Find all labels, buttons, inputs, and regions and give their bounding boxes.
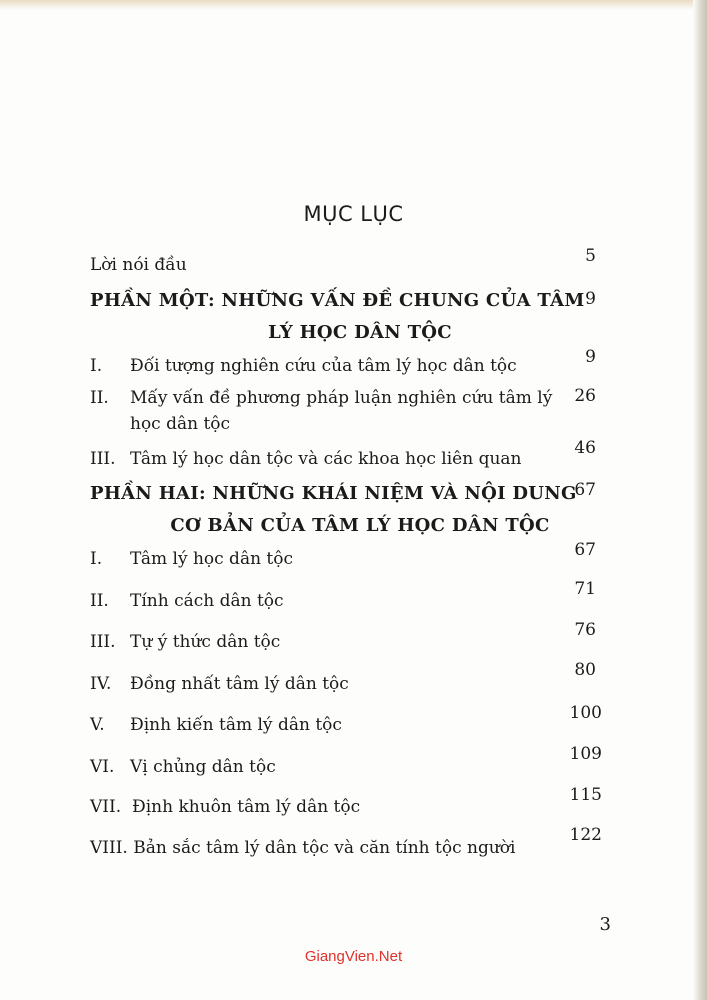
toc-page-number: 100 bbox=[569, 703, 602, 723]
toc-entry-continuation bbox=[130, 412, 650, 436]
toc-entry-number: II. bbox=[90, 388, 109, 408]
toc-entry bbox=[90, 672, 610, 696]
toc-entry-label: Mấy vấn đề phương pháp luận nghiên cứu tâm lý bbox=[130, 388, 553, 408]
toc-page-number: 5 bbox=[585, 246, 596, 266]
toc-entry-number: VIII. bbox=[90, 838, 128, 858]
toc-entry-number: V. bbox=[90, 715, 105, 735]
toc-page-number: 9 bbox=[585, 289, 596, 309]
toc-entry bbox=[90, 755, 610, 779]
toc-entry-label: Tâm lý học dân tộc bbox=[130, 549, 294, 569]
toc-entry bbox=[90, 547, 610, 571]
toc-entry-label: Tâm lý học dân tộc và các khoa học liên quan bbox=[130, 449, 522, 469]
page-edge-top bbox=[0, 0, 707, 10]
toc-entry-number: IV. bbox=[90, 674, 112, 694]
toc-entry-number: III. bbox=[90, 449, 116, 469]
toc-entry-label: Bản sắc tâm lý dân tộc và căn tính tộc người bbox=[133, 838, 516, 858]
toc-entry-label: Định kiến tâm lý dân tộc bbox=[130, 715, 342, 735]
toc-page-number: 46 bbox=[574, 438, 596, 458]
toc-entry-number: VI. bbox=[90, 757, 115, 777]
toc-page-number: 67 bbox=[574, 480, 596, 500]
toc-entry-label: Lời nói đầu bbox=[90, 255, 187, 275]
toc-entry bbox=[90, 354, 610, 378]
toc-page-number: 109 bbox=[569, 744, 602, 764]
toc-page-number: 122 bbox=[569, 825, 602, 845]
toc-entry-label: Tính cách dân tộc bbox=[130, 591, 284, 611]
toc-page-number: 115 bbox=[569, 785, 602, 805]
toc-entry bbox=[90, 795, 610, 819]
toc-page-number: 76 bbox=[574, 620, 596, 640]
toc-part-line2: CƠ BẢN CỦA TÂM LÝ HỌC DÂN TỘC bbox=[170, 515, 550, 536]
toc-entry-number: I. bbox=[90, 356, 103, 376]
toc-page-number: 67 bbox=[574, 540, 596, 560]
toc-entry bbox=[90, 589, 610, 613]
toc-entry-preface bbox=[90, 253, 610, 277]
toc-part-line2: LÝ HỌC DÂN TỘC bbox=[268, 322, 452, 343]
toc-part-one bbox=[90, 285, 585, 349]
toc-page-number: 80 bbox=[574, 660, 596, 680]
toc-entry-number: II. bbox=[90, 591, 109, 611]
toc-page-number: 71 bbox=[574, 579, 596, 599]
toc-entry-number: VII. bbox=[90, 797, 122, 817]
toc-entry bbox=[90, 630, 610, 654]
toc-entry bbox=[90, 386, 610, 410]
toc-part-two bbox=[90, 478, 577, 542]
toc-entry bbox=[90, 836, 610, 860]
watermark: GiangVien.Net bbox=[304, 948, 403, 965]
toc-page-number: 26 bbox=[574, 386, 596, 406]
toc-entry-label: Đồng nhất tâm lý dân tộc bbox=[130, 674, 349, 694]
page-edge-right bbox=[693, 0, 707, 1000]
toc-entry-label: Đối tượng nghiên cứu của tâm lý học dân tộc bbox=[130, 356, 517, 376]
toc-entry bbox=[90, 713, 610, 737]
toc-entry-number: I. bbox=[90, 549, 103, 569]
toc-entry bbox=[90, 447, 610, 471]
toc-entry-label: Định khuôn tâm lý dân tộc bbox=[132, 797, 361, 817]
page-number: 3 bbox=[599, 914, 611, 935]
toc-part-line1: PHẦN MỘT: NHỮNG VẤN ĐỀ CHUNG CỦA TÂM bbox=[90, 290, 585, 311]
toc-entry-label: học dân tộc bbox=[130, 414, 231, 434]
toc-entry-label: Tự ý thức dân tộc bbox=[130, 632, 281, 652]
toc-entry-label: Vị chủng dân tộc bbox=[130, 757, 276, 777]
page-title: MỤC LỤC bbox=[303, 202, 404, 226]
toc-page-number: 9 bbox=[585, 347, 596, 367]
toc-part-line1: PHẦN HAI: NHỮNG KHÁI NIỆM VÀ NỘI DUNG bbox=[90, 483, 577, 504]
toc-entry-number: III. bbox=[90, 632, 116, 652]
